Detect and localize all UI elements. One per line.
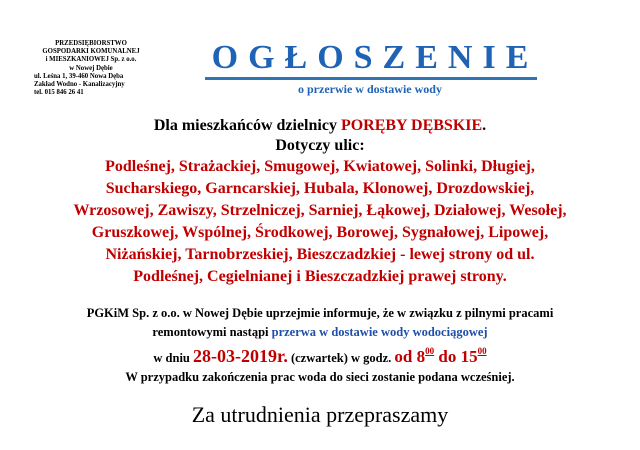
- company-line: PRZEDSIĘBIORSTWO: [55, 40, 127, 47]
- notice-info: [18, 304, 622, 387]
- company-address: ul. Leśna 1, 39-460 Nowa Dęba: [34, 72, 124, 80]
- notice-subtitle: o przerwie w dostawie wody: [298, 82, 442, 96]
- company-line: w Nowej Dębie: [69, 64, 113, 72]
- date-line: [18, 342, 622, 368]
- residents-suffix: .: [482, 117, 487, 134]
- company-line: i MIESZKANIOWEJ Sp. z o.o.: [45, 56, 137, 64]
- company-info: [22, 40, 160, 97]
- residents-prefix: Dla mieszkańców dzielnicy: [153, 117, 341, 134]
- notice-line-4: W przypadku zakończenia prac woda do sieci zostanie podana wcześniej.: [125, 370, 515, 384]
- streets-list: [18, 156, 622, 288]
- date-middle: (czwartek) w godz.: [287, 351, 395, 365]
- outage-date: 28-03-2019r.: [193, 346, 288, 366]
- from-hour: 8: [416, 347, 426, 366]
- residents-line: [18, 116, 622, 136]
- title-underline: [205, 77, 537, 80]
- concerns-heading: Dotyczy ulic:: [275, 137, 365, 154]
- notice-title: OGŁOSZENIE: [211, 39, 539, 76]
- company-phone: tel. 015 846 26 41: [34, 89, 84, 97]
- to-word: do: [434, 347, 461, 366]
- company-line: GOSPODARKI KOMUNALNEJ: [42, 48, 140, 56]
- notice-line-2-prefix: remontowymi nastąpi: [152, 325, 272, 339]
- from-word: od: [394, 347, 417, 366]
- notice-line-1: PGKiM Sp. z o.o. w Nowej Dębie uprzejmie informuje, że w związku z pilnymi pracami: [86, 306, 554, 320]
- streets-line: Gruszkowej, Wspólnej, Środkowej, Borowej, Sygnałowej, Lipowej,: [91, 224, 549, 241]
- company-department: Zakład Wodno - Kanalizacyjny: [34, 81, 125, 89]
- streets-line: Podleśnej, Strażackiej, Smugowej, Kwiatowej, Solinki, Długiej,: [105, 158, 535, 175]
- outage-highlight: przerwa w dostawie wody wodociągowej: [271, 325, 488, 339]
- district-name: PORĘBY DĘBSKIE: [340, 117, 483, 134]
- from-minutes: 00: [425, 346, 435, 356]
- notice-line-2: [18, 323, 622, 342]
- time-from: [394, 347, 486, 366]
- notice-body: [18, 116, 622, 288]
- date-prefix: w dniu: [153, 351, 194, 365]
- streets-line: Wrzosowej, Zawiszy, Strzelniczej, Sarniej, Łąkowej, Działowej, Wesołej,: [73, 202, 567, 219]
- streets-line: Niżańskiej, Tarnobrzeskiej, Bieszczadzkiej - lewej strony od ul.: [105, 246, 535, 263]
- to-minutes: 00: [477, 346, 487, 356]
- streets-line: Podleśnej, Cegielnianej i Bieszczadzkiej prawej strony.: [133, 268, 507, 285]
- to-hour: 15: [460, 347, 478, 366]
- streets-line: Sucharskiego, Garncarskiej, Hubala, Klonowej, Drozdowskiej,: [105, 180, 535, 197]
- apology-text: Za utrudnienia przepraszamy: [191, 402, 449, 427]
